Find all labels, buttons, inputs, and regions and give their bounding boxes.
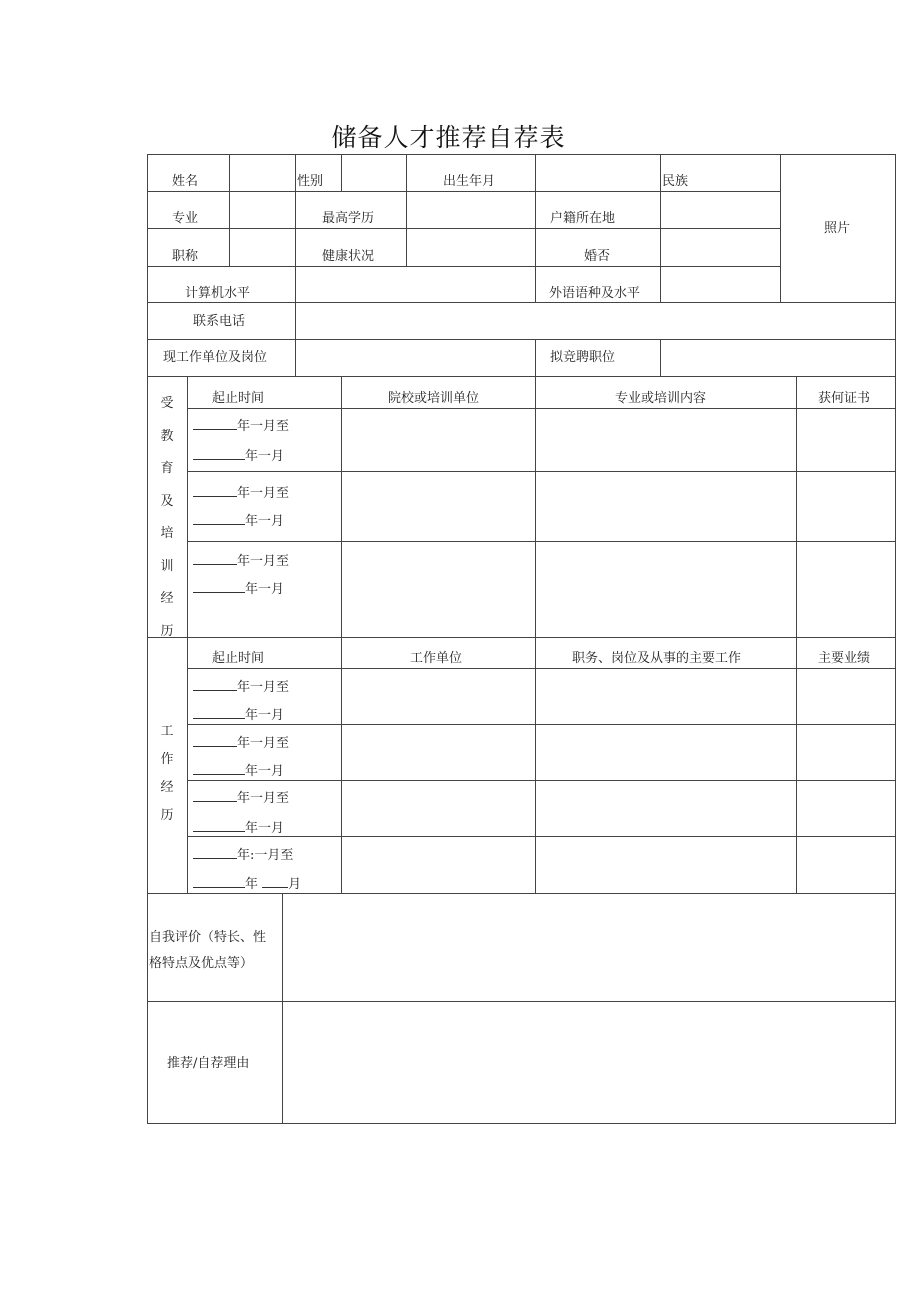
row-line — [147, 637, 896, 638]
edu-header-period: 起止时间 — [212, 391, 265, 406]
health-field[interactable] — [407, 229, 534, 265]
work-row-4-to: 年 月 — [193, 876, 301, 893]
col-line — [535, 339, 536, 376]
current-job-label: 现工作单位及岗位 — [163, 350, 268, 365]
edu-row-3-from: 年一月至 — [193, 553, 289, 570]
outer-left-border — [147, 154, 148, 1124]
ethnicity-field[interactable] — [700, 155, 779, 190]
self-eval-field[interactable] — [283, 894, 894, 1000]
computer-level-field[interactable] — [296, 267, 534, 301]
education-label: 最高学历 — [322, 211, 375, 226]
reason-field[interactable] — [283, 1002, 894, 1122]
col-line — [187, 637, 188, 893]
row-line — [187, 668, 896, 669]
current-job-field[interactable] — [296, 340, 534, 375]
target-position-field[interactable] — [661, 340, 894, 375]
photo-label: 照片 — [824, 221, 851, 236]
major-field[interactable] — [230, 192, 294, 227]
row-line — [187, 541, 896, 542]
col-line — [341, 637, 342, 893]
phone-field[interactable] — [296, 303, 894, 338]
row-line — [187, 836, 896, 837]
name-label: 姓名 — [172, 174, 199, 189]
outer-right-border — [895, 154, 896, 1124]
row-line — [187, 471, 896, 472]
reason-label: 推荐/自荐理由 — [167, 1056, 250, 1071]
marital-field[interactable] — [661, 229, 779, 265]
name-field[interactable] — [230, 155, 294, 190]
edu-row-1-from: 年一月至 — [193, 418, 289, 435]
education-field[interactable] — [407, 192, 534, 227]
row-line — [147, 376, 896, 377]
col-line — [535, 637, 536, 893]
birth-field[interactable] — [536, 155, 659, 190]
health-label: 健康状况 — [322, 249, 375, 264]
edu-row-3-to: 年一月 — [193, 581, 284, 598]
work-row-2-to: 年一月 — [193, 763, 284, 780]
birth-label: 出生年月 — [443, 174, 496, 189]
work-row-3-from: 年一月至 — [193, 790, 289, 807]
phone-label: 联系电话 — [193, 314, 246, 329]
work-header-duties: 职务、岗位及从事的主要工作 — [572, 651, 742, 666]
row-line — [187, 780, 896, 781]
edu-row-2-to: 年一月 — [193, 513, 284, 530]
marital-label: 婚否 — [584, 249, 611, 264]
education-side-label: 受 教 育 及 培 训 经 历 — [160, 396, 174, 639]
outer-bottom-border — [147, 1123, 896, 1124]
col-line — [796, 376, 797, 637]
computer-level-label: 计算机水平 — [185, 286, 251, 301]
work-header-period: 起止时间 — [212, 651, 265, 666]
row-line — [187, 408, 896, 409]
edu-header-school: 院校或培训单位 — [388, 391, 480, 406]
work-row-2-from: 年一月至 — [193, 735, 289, 752]
edu-header-certificate: 获何证书 — [818, 391, 871, 406]
hukou-field[interactable] — [661, 192, 779, 227]
target-position-label: 拟竞聘职位 — [550, 350, 616, 365]
job-title-field[interactable] — [230, 229, 294, 265]
self-eval-label-line2: 格特点及优点等） — [149, 956, 254, 971]
col-line — [187, 376, 188, 637]
work-row-1-from: 年一月至 — [193, 679, 289, 696]
work-row-1-to: 年一月 — [193, 707, 284, 724]
row-line — [187, 724, 896, 725]
hukou-label: 户籍所在地 — [550, 211, 616, 226]
col-line — [796, 637, 797, 893]
gender-field[interactable] — [342, 155, 405, 190]
work-side-label: 工 作 经 历 — [160, 724, 174, 823]
job-title-label: 职称 — [172, 249, 199, 264]
photo-box[interactable] — [781, 155, 894, 301]
language-level-field[interactable] — [661, 267, 779, 301]
language-level-label: 外语语种及水平 — [549, 286, 641, 301]
ethnicity-label: 民族 — [662, 174, 689, 189]
form-title: 储备人才推荐自荐表 — [331, 123, 566, 152]
edu-row-1-to: 年一月 — [193, 448, 284, 465]
work-row-4-from: 年:一月至 — [193, 847, 293, 864]
major-label: 专业 — [172, 211, 199, 226]
edu-header-content: 专业或培训内容 — [615, 391, 707, 406]
edu-row-2-from: 年一月至 — [193, 485, 289, 502]
self-eval-label-line1: 自我评价（特长、性 — [149, 930, 267, 945]
gender-label: 性别 — [297, 174, 324, 189]
work-header-achievements: 主要业绩 — [818, 651, 871, 666]
col-line — [535, 376, 536, 637]
work-header-employer: 工作单位 — [410, 651, 463, 666]
col-line — [341, 376, 342, 637]
work-row-3-to: 年一月 — [193, 820, 284, 837]
